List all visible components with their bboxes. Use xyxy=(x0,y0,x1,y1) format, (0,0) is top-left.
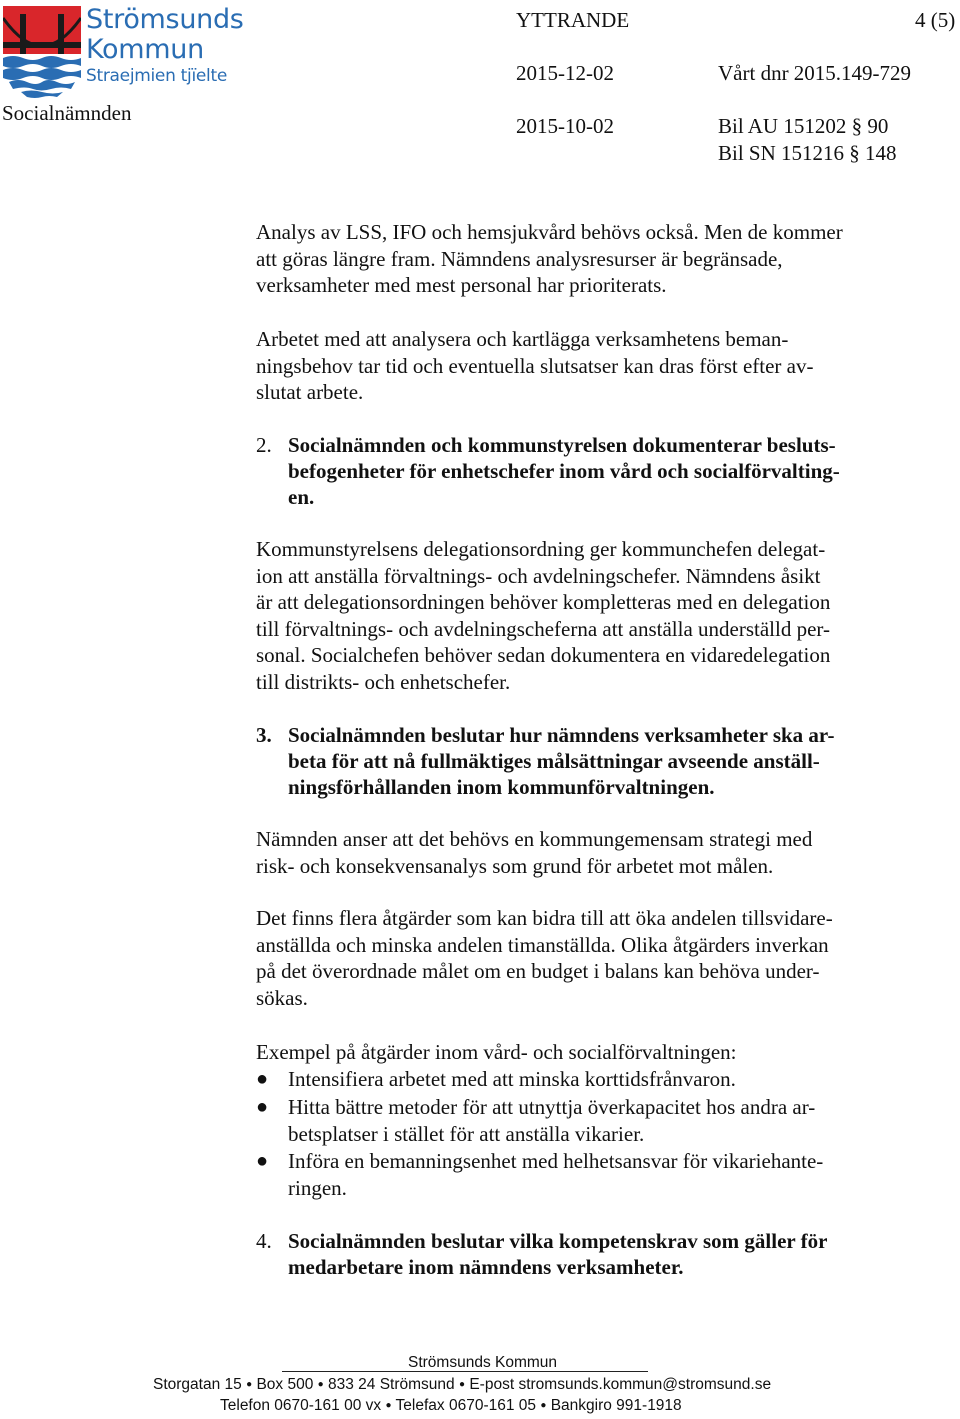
footer-box: Box 500 xyxy=(256,1376,314,1393)
paragraph-strategy xyxy=(256,826,812,879)
item-number-3: 3. xyxy=(256,723,272,747)
footer-contact-line xyxy=(220,1396,682,1416)
heading-line: en. xyxy=(288,485,315,510)
heading-line: befogenheter för enhetschefer inom vård och socialförvalting- xyxy=(288,459,840,484)
text-line: slutat arbete. xyxy=(256,380,364,405)
separator-dot-icon: ● xyxy=(317,1379,324,1390)
bullet-item-2 xyxy=(288,1094,815,1148)
bridge-logo-icon xyxy=(3,6,81,98)
examples-intro: Exempel på åtgärder inom vård- och socialförvaltningen: xyxy=(256,1040,737,1064)
text-line: Hitta bättre metoder för att utnyttja överkapacitet hos andra ar- xyxy=(288,1095,816,1119)
paragraph-delegation xyxy=(256,536,830,696)
text-line: Det finns flera åtgärder som kan bidra till att öka andelen tillsvidare- xyxy=(256,906,833,930)
text-line: till förvaltnings- och avdelningscheferna att anställa underställd per- xyxy=(256,616,830,641)
document-type: YTTRANDE xyxy=(516,8,630,32)
logo-name-line2: Kommun xyxy=(86,34,204,65)
separator-dot-icon: ● xyxy=(458,1379,466,1390)
footer-street: Storgatan 15 xyxy=(153,1376,242,1393)
text-line: Kommunstyrelsens delegationsordning ger kommunchefen delegat- xyxy=(256,537,826,561)
text-line: Införa en bemanningsenhet med helhetsansvar för vikariehante- xyxy=(288,1149,824,1173)
item-heading-2 xyxy=(288,432,840,510)
attachment-ref-au: Bil AU 151202 § 90 xyxy=(718,114,889,138)
footer-phone: Telefon 0670-161 00 vx xyxy=(220,1397,382,1414)
text-line: Arbetet med att analysera och kartlägga verksamhetens beman- xyxy=(256,327,789,351)
logo-name-line1: Strömsunds xyxy=(86,4,244,35)
bullet-icon: ● xyxy=(256,1068,269,1090)
text-line: verksamheter med mest personal har prioriterats. xyxy=(256,273,667,298)
footer-postal: 833 24 Strömsund xyxy=(328,1376,455,1393)
heading-line: medarbetare inom nämndens verksamheter. xyxy=(288,1255,684,1280)
footer-fax: Telefax 0670-161 05 xyxy=(395,1397,537,1414)
item-heading-3 xyxy=(288,722,834,800)
footer-email: E-post stromsunds.kommun@stromsund.se xyxy=(469,1376,772,1393)
text-line: ringen. xyxy=(288,1176,347,1200)
heading-line: Socialnämnden beslutar vilka kompetenskrav som gäller för xyxy=(288,1229,828,1253)
bullet-icon: ● xyxy=(256,1150,269,1172)
bullet-icon: ● xyxy=(256,1096,269,1118)
text-line: Intensifiera arbetet med att minska korttidsfrånvaron. xyxy=(288,1067,736,1091)
document-date: 2015-12-02 xyxy=(516,61,614,85)
text-line: sonal. Socialchefen behöver sedan dokumentera en vidaredelegation xyxy=(256,643,831,668)
separator-dot-icon: ● xyxy=(246,1379,253,1390)
footer-divider xyxy=(282,1371,648,1372)
text-line: Analys av LSS, IFO och hemsjukvård behövs också. Men de kommer xyxy=(256,220,843,244)
item-heading-4 xyxy=(288,1228,827,1280)
text-line: är att delegationsordningen behöver kompletteras med en delegation xyxy=(256,590,831,615)
text-line: ion att anställa förvaltnings- och avdelningschefer. Nämndens åsikt xyxy=(256,563,821,588)
text-line: risk- och konsekvensanalys som grund för arbetet mot målen. xyxy=(256,853,774,878)
logo-subtitle: Straejmien tjïelte xyxy=(86,66,227,86)
text-line: att göras längre fram. Nämndens analysresurser är begränsade, xyxy=(256,246,783,271)
text-line: betsplatser i stället för att anställa vikarier. xyxy=(288,1122,645,1146)
item-number-2: 2. xyxy=(256,433,272,457)
heading-line: Socialnämnden beslutar hur nämndens verksamheter ska ar- xyxy=(288,723,835,747)
heading-line: ningsförhållanden inom kommunförvaltningen. xyxy=(288,775,715,800)
text-line: anställda och minska andelen timanställda. Olika åtgärders inverkan xyxy=(256,932,829,957)
heading-line: beta för att nå fullmäktiges målsättningar avseende anställ- xyxy=(288,749,820,774)
municipality-logo xyxy=(3,6,81,98)
footer-org: Strömsunds Kommun xyxy=(408,1354,558,1371)
footer-address-line xyxy=(153,1375,771,1395)
page-number: 4 (5) xyxy=(915,8,956,32)
bullet-item-1 xyxy=(288,1066,736,1093)
bullet-item-3 xyxy=(288,1148,823,1202)
text-line: till distrikts- och enhetschefer. xyxy=(256,669,511,694)
paragraph-staffing-analysis xyxy=(256,326,813,406)
attachment-ref-sn: Bil SN 151216 § 148 xyxy=(718,141,897,165)
paragraph-analysis xyxy=(256,219,843,299)
text-line: ningsbehov tar tid och eventuella slutsatser kan dras först efter av- xyxy=(256,353,814,378)
text-line: på det överordnade målet om en budget i balans kan behöva under- xyxy=(256,959,820,984)
separator-dot-icon: ● xyxy=(385,1400,392,1411)
item-number-4: 4. xyxy=(256,1229,272,1253)
attachment-date: 2015-10-02 xyxy=(516,114,614,138)
footer-bankgiro: Bankgiro 991-1918 xyxy=(550,1397,682,1414)
text-line: Nämnden anser att det behövs en kommungemensam strategi med xyxy=(256,827,813,851)
heading-line: Socialnämnden och kommunstyrelsen dokumenterar besluts- xyxy=(288,433,836,457)
department-name: Socialnämnden xyxy=(2,101,132,125)
separator-dot-icon: ● xyxy=(540,1400,547,1411)
paragraph-measures xyxy=(256,905,833,1011)
reference-number: Vårt dnr 2015.149-729 xyxy=(718,61,912,85)
text-line: sökas. xyxy=(256,985,308,1010)
